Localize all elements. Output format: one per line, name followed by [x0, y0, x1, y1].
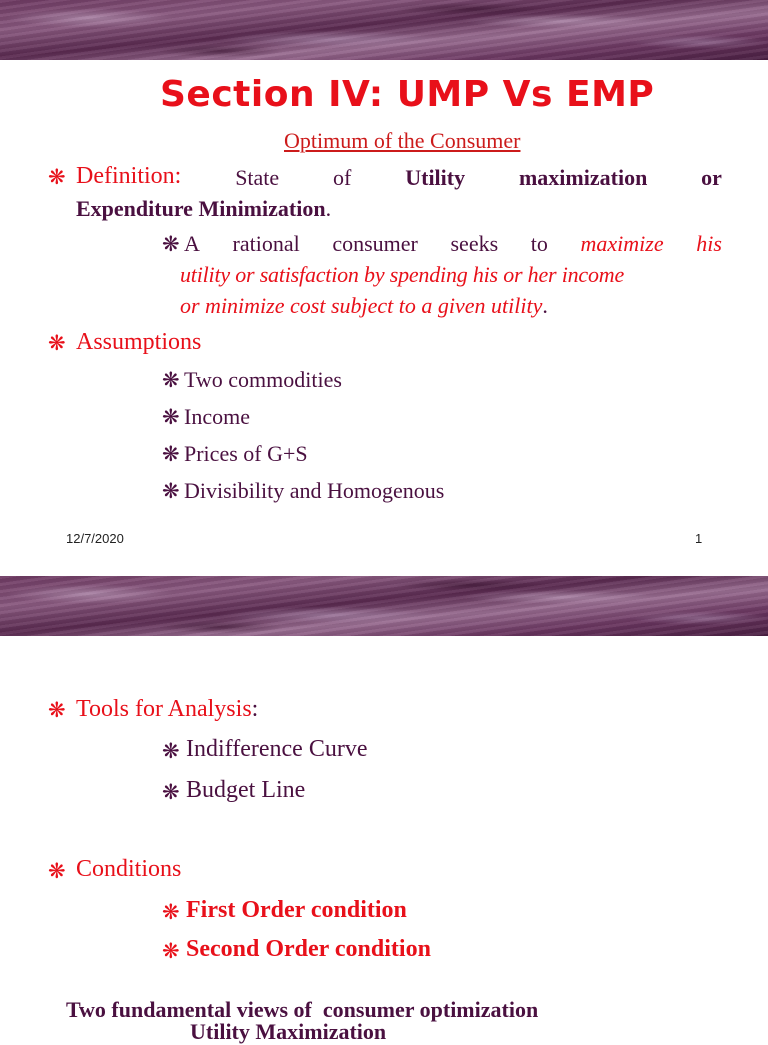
slide-title: Section IV: UMP Vs EMP [160, 74, 655, 115]
bullet-icon: ❋ [48, 698, 66, 722]
sub-bullet-icon: ❋ [162, 739, 180, 763]
views-line: Two fundamental views of consumer optimization [66, 997, 539, 1022]
rational-w4: seeks [450, 231, 499, 256]
assumptions-label: Assumptions [76, 329, 202, 355]
rational-w1: A [184, 231, 200, 256]
sub-bullet-icon: ❋ [162, 780, 180, 804]
tool-item: Budget Line [186, 777, 306, 803]
rational-w5: to [530, 231, 548, 256]
sub-bullet-icon: ❋ [162, 232, 180, 256]
expenditure-minimization: Expenditure Minimization [76, 196, 326, 221]
condition-item: Second Order condition [186, 936, 431, 962]
rational-period: . [542, 293, 548, 318]
definition-line-2 [76, 196, 331, 222]
slide-1-header-band [0, 0, 768, 60]
rational-w6: maximize [580, 231, 664, 256]
definition-label: Definition: [76, 163, 182, 189]
sub-bullet-icon: ❋ [162, 405, 180, 429]
assumption-item: Prices of G+S [184, 441, 308, 466]
sub-bullet-icon: ❋ [162, 900, 180, 924]
slide-2 [0, 576, 768, 1044]
bullet-icon: ❋ [48, 859, 66, 883]
rational-w7: his [696, 231, 722, 256]
sub-bullet-icon: ❋ [162, 442, 180, 466]
rational-w2: rational [232, 231, 300, 256]
rational-line-3 [180, 293, 548, 319]
conditions-label: Conditions [76, 856, 182, 882]
word-state: State [235, 165, 280, 190]
tool-item: Indifference Curve [186, 736, 368, 762]
rational-line-2: utility or satisfaction by spending his or her income [180, 262, 625, 287]
word-of: of [333, 165, 352, 190]
assumption-item: Two commodities [184, 367, 342, 392]
tools-label: Tools for Analysis [76, 696, 252, 722]
word-maximization: maximization [518, 165, 648, 190]
sub-bullet-icon: ❋ [162, 479, 180, 503]
slide-subtitle: Optimum of the Consumer [284, 128, 521, 153]
assumption-item: Income [184, 404, 250, 429]
condition-item: First Order condition [186, 897, 407, 923]
rational-line-1 [184, 231, 722, 257]
slide-page-number: 1 [695, 531, 703, 546]
word-or: or [701, 165, 722, 190]
bullet-icon: ❋ [48, 331, 66, 355]
bullet-icon: ❋ [48, 165, 66, 189]
rational-line-3-text: or minimize cost subject to a given utility [180, 293, 543, 318]
slide-date: 12/7/2020 [66, 531, 124, 546]
word-utility: Utility [405, 165, 466, 190]
slide-2-header-band [0, 576, 768, 636]
sub-bullet-icon: ❋ [162, 368, 180, 392]
definition-period: . [325, 196, 332, 221]
rational-w3: consumer [332, 231, 418, 256]
assumption-item: Divisibility and Homogenous [184, 478, 445, 503]
cut-off-line: Utility Maximization [190, 1019, 387, 1044]
definition-line-1 [76, 163, 722, 191]
sub-bullet-icon: ❋ [162, 939, 180, 963]
tools-heading [76, 696, 258, 723]
tools-colon: : [251, 696, 259, 722]
